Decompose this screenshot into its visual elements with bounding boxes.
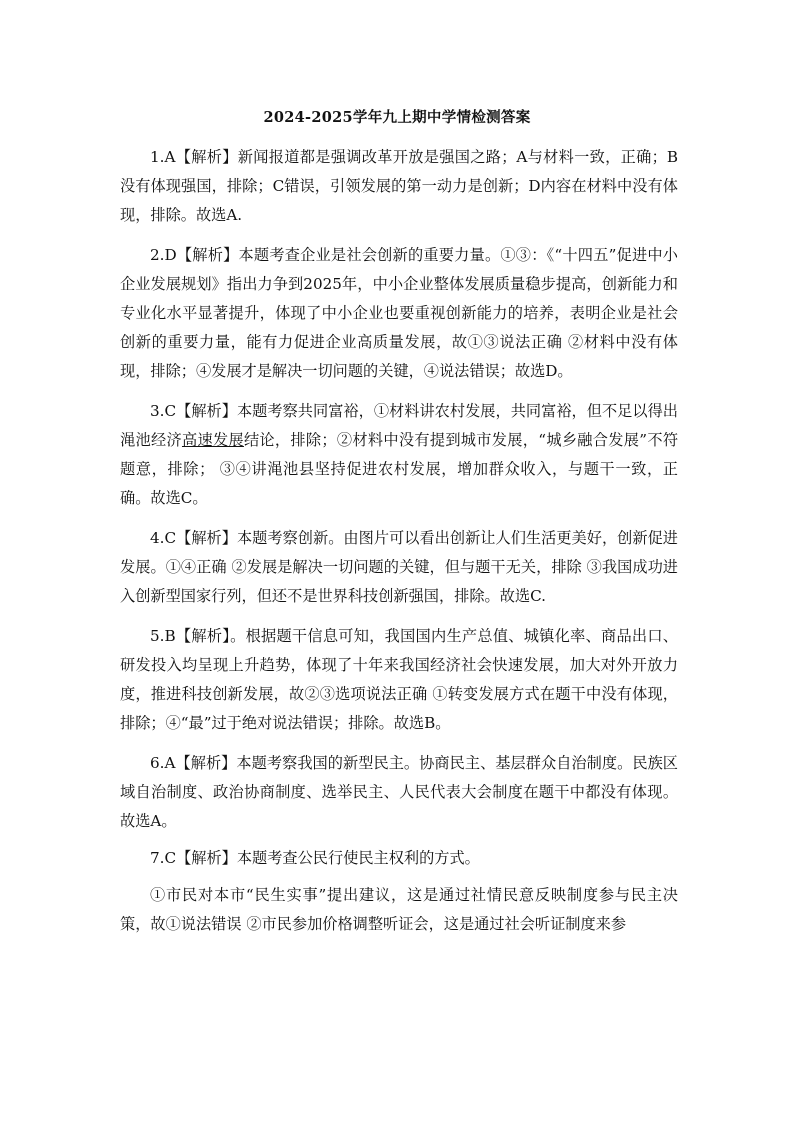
answer-item-7-detail: ①市民对本市“民生实事”提出建议，这是通过社情民意反映制度参与民主决策，故①说法错误 ②市民参加价格调整听证会，这是通过社会听证制度来参	[120, 886, 678, 933]
page-title: 2024-2025学年九上期中学情检测答案	[263, 109, 531, 126]
answer-list	[120, 143, 678, 950]
answer-item-3	[120, 397, 678, 513]
answer-3-underlined-phrase: 高速发展	[181, 431, 244, 449]
answer-item-1: 1.A【解析】新闻报道都是强调改革开放是强国之路；A与材料一致，正确；B没有体现强国，排除；C错误，引领发展的第一动力是创新；D内容在材料中没有体现，排除。故选A.	[120, 148, 678, 224]
answer-item-6: 6.A【解析】本题考察我国的新型民主。协商民主、基层群众自治制度。民族区域自治制度、政治协商制度、选举民主、人民代表大会制度在题干中都没有体现。故选A。	[120, 754, 678, 830]
answer-item-7: 7.C【解析】本题考查公民行使民主权利的方式。	[150, 849, 480, 867]
answer-item-4: 4.C【解析】本题考察创新。由图片可以看出创新让人们生活更美好，创新促进发展。①④正确 ②发展是解决一切问题的关键，但与题干无关，排除 ③我国成功进入创新型国家行列，但还不是世界科技创新强国，排除。故选C.	[120, 529, 678, 605]
answer-3-text-after: 结论，排除；②材料中没有提到城市发展，“城乡融合发展”不符题意，排除； ③④讲渑池县坚持促进农村发展，增加群众收入，与题干一致，正确。故选C。	[120, 431, 679, 507]
answer-3-text-before: 3.C【解析】本题考察共同富裕，①材料讲农村发展，共同富裕，但不足以得出渑池经济	[120, 402, 678, 449]
answer-item-2: 2.D【解析】本题考查企业是社会创新的重要力量。①③：《“十四五”促进中小企业发展规划》指出力争到2025年，中小企业整体发展质量稳步提高，创新能力和专业化水平显著提升，体现了中小企业也要重视创新能力的培养，表明企业是社会创新的重要力量，能有力促进企业高质量发展，故①③说法正确 ②材料中没有体现，排除；④发展才是解决一切问题的关键，④说法错误；故选D。	[120, 246, 678, 380]
answer-item-5: 5.B【解析】。根据题干信息可知，我国国内生产总值、城镇化率、商品出口、研发投入均呈现上升趋势，体现了十年来我国经济社会快速发展，加大对外开放力度，推进科技创新发展，故②③选项说法正确 ①转变发展方式在题干中没有体现，排除；④“最”过于绝对说法错误；排除。故选B。	[120, 627, 678, 732]
